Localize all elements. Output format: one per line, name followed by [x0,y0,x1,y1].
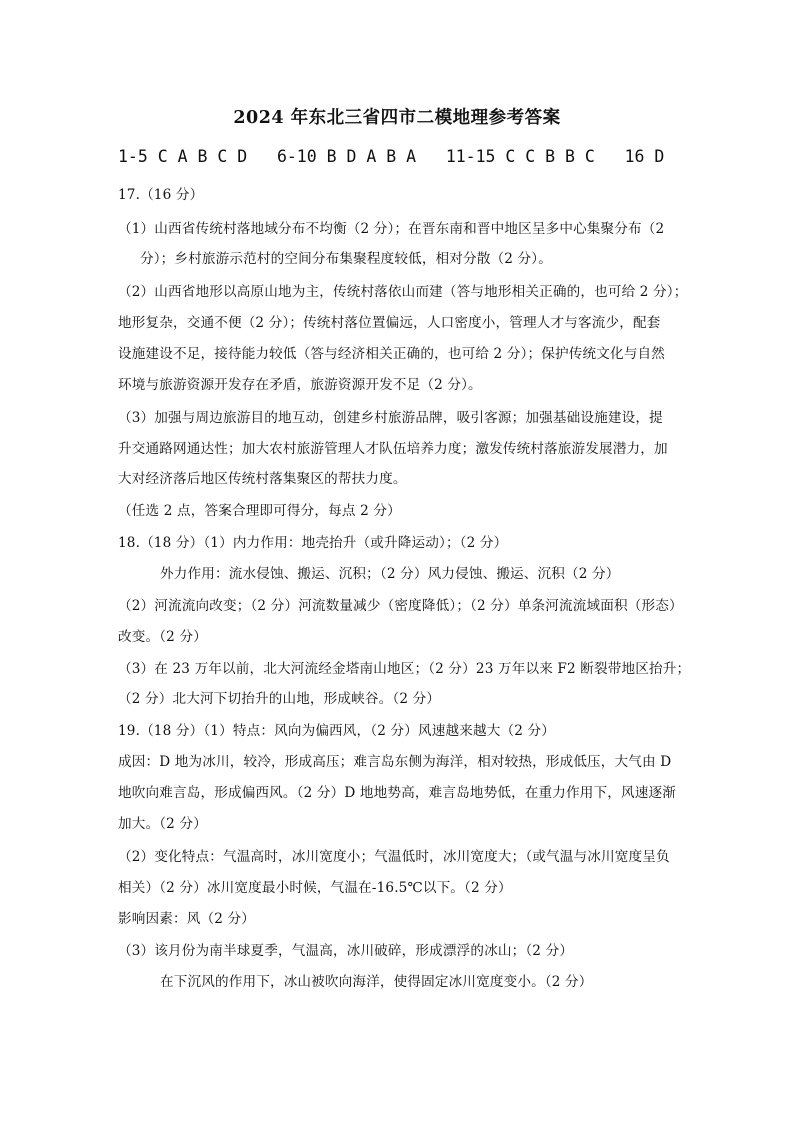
q19-part3-line1: （3）该月份为南半球夏季，气温高，冰川破碎，形成漂浮的冰山；（2 分） [118,943,574,959]
q17-part2-line1: （2）山西省地形以高原山地为主，传统村落依山而建（答与地形相关正确的，也可给 2 分）； [118,284,688,300]
q19-part1-line3: 地吹向难言岛，形成偏西风。（2 分）D 地地势高，难言岛地势低，在重力作用下，风速逐渐 [118,785,676,801]
q19-part2-line3: 影响因素：风（2 分） [118,911,255,927]
q18-part1-line1: 18.（18 分）（1）内力作用：地壳抬升（或升降运动）；（2 分） [118,535,508,551]
q19-part1-line2: 成因：D 地为冰川，较冷，形成高压；难言岛东侧为海洋，相对较热，形成低压，大气由 D [118,754,672,770]
document-title: 2024 年东北三省四市二模地理参考答案 [233,108,561,128]
q19-part1-line4: 加大。（2 分） [118,816,207,832]
q17-part3-line2: 升交通路网通达性；加大农村旅游管理人才队伍培养力度；激发传统村落旅游发展潜力，加 [118,441,668,457]
multiple-choice-answer-key: 1-5 C A B C D 6-10 B D A B A 11-15 C C B B C 16 D [118,147,665,166]
q17-scoring-note: （任选 2 点，答案合理即可得分，每点 2 分） [118,503,401,519]
q19-part1-line1: 19.（18 分）（1）特点：风向为偏西风，（2 分）风速越来越大（2 分） [118,723,555,739]
q18-part2-line1: （2）河流流向改变；（2 分）河流数量减少（密度降低）；（2 分）单条河流流域面积（形态） [118,598,683,614]
q17-part3-line1: （3）加强与周边旅游目的地互动，创建乡村旅游品牌，吸引客源；加强基础设施建设，提 [118,410,663,426]
q19-part2-line1: （2）变化特点：气温高时，冰川宽度小；气温低时，冰川宽度大；（或气温与冰川宽度呈负 [118,849,670,865]
q18-part2-line2: 改变。（2 分） [118,629,207,645]
q17-part2-line3: 设施建设不足，接待能力较低（答与经济相关正确的，也可给 2 分）；保护传统文化与自然 [118,346,665,362]
q19-part2-line2: 相关）（2 分）冰川宽度最小时候，气温在-16.5℃以下。（2 分） [118,880,512,896]
q19-part3-line2: 在下沉风的作用下，冰山被吹向海洋，使得固定冰川宽度变小。（2 分） [160,974,593,990]
q18-part3-line1: （3）在 23 万年以前，北大河流经金塔南山地区；（2 分）23 万年以来 F2 断裂带地区抬升； [118,661,691,677]
q17-heading: 17.（16 分） [118,187,204,203]
q18-part3-line2: （2 分）北大河下切抬升的山地，形成峡谷。（2 分） [118,691,441,707]
q17-part2-line4: 环境与旅游资源开发存在矛盾，旅游资源开发不足（2 分）。 [118,377,482,393]
q17-part1-line1: （1）山西省传统村落地域分布不均衡（2 分）；在晋东南和晋中地区呈多中心集聚分布（2 [118,221,665,237]
q17-part1-line2: 分）；乡村旅游示范村的空间分布集聚程度较低，相对分散（2 分）。 [140,251,552,267]
q18-part1-line2: 外力作用：流水侵蚀、搬运、沉积；（2 分）风力侵蚀、搬运、沉积（2 分） [160,566,620,582]
q17-part2-line2: 地形复杂，交通不便（2 分）；传统村落位置偏远，人口密度小，管理人才与客流少，配套 [118,315,661,331]
q17-part3-line3: 大对经济落后地区传统村落集聚区的帮扶力度。 [118,471,407,487]
